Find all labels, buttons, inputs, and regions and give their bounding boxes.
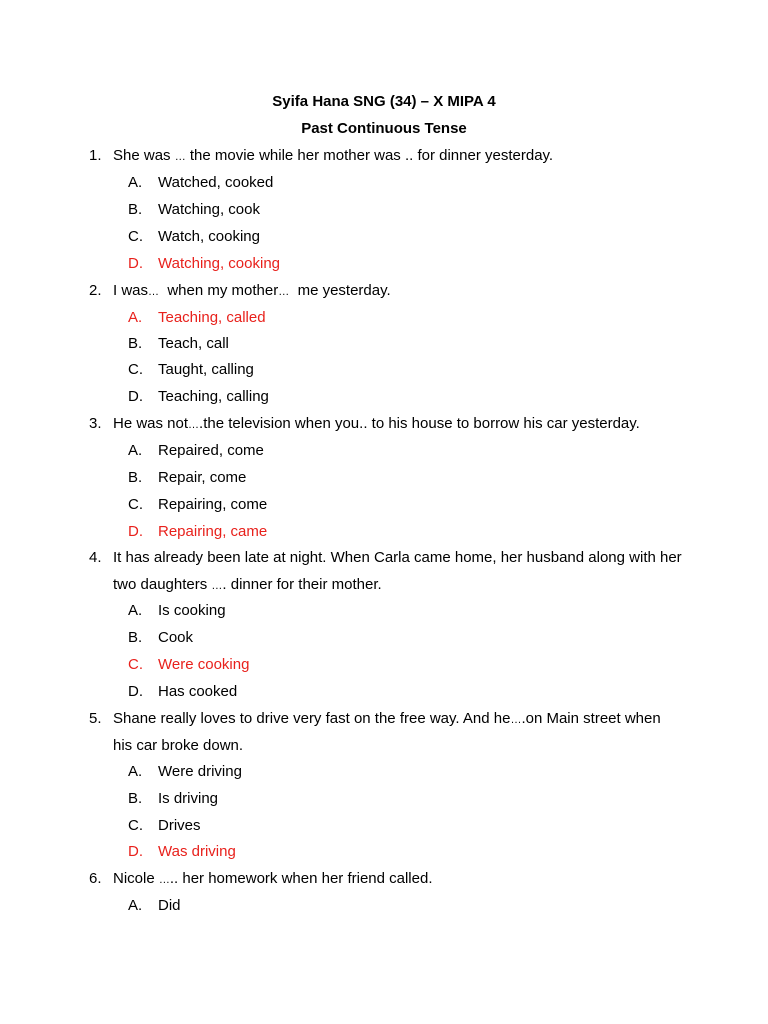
question-number: 2. — [89, 282, 102, 299]
document-subtitle: Past Continuous Tense — [301, 120, 467, 137]
question-number: 3. — [89, 415, 102, 432]
question-text: She was … the movie while her mother was .. for dinner yesterday. — [113, 147, 554, 164]
question-number: 6. — [89, 870, 102, 887]
question-number: 4. — [89, 549, 102, 566]
question-text: I was… when my mother… me yesterday. — [113, 282, 391, 299]
question-number: 1. — [89, 147, 102, 164]
question-text: Shane really loves to drive very fast on the free way. And he….on Main street when — [113, 710, 661, 727]
question-text: It has already been late at night. When Carla came home, her husband along with her — [113, 549, 682, 566]
question-text: He was not….the television when you.. to his house to borrow his car yesterday. — [113, 415, 640, 432]
question-number: 5. — [89, 710, 102, 727]
document-title: Syifa Hana SNG (34) – X MIPA 4 — [272, 93, 496, 110]
question-text: Nicole ….. her homework when her friend called. — [113, 870, 433, 887]
